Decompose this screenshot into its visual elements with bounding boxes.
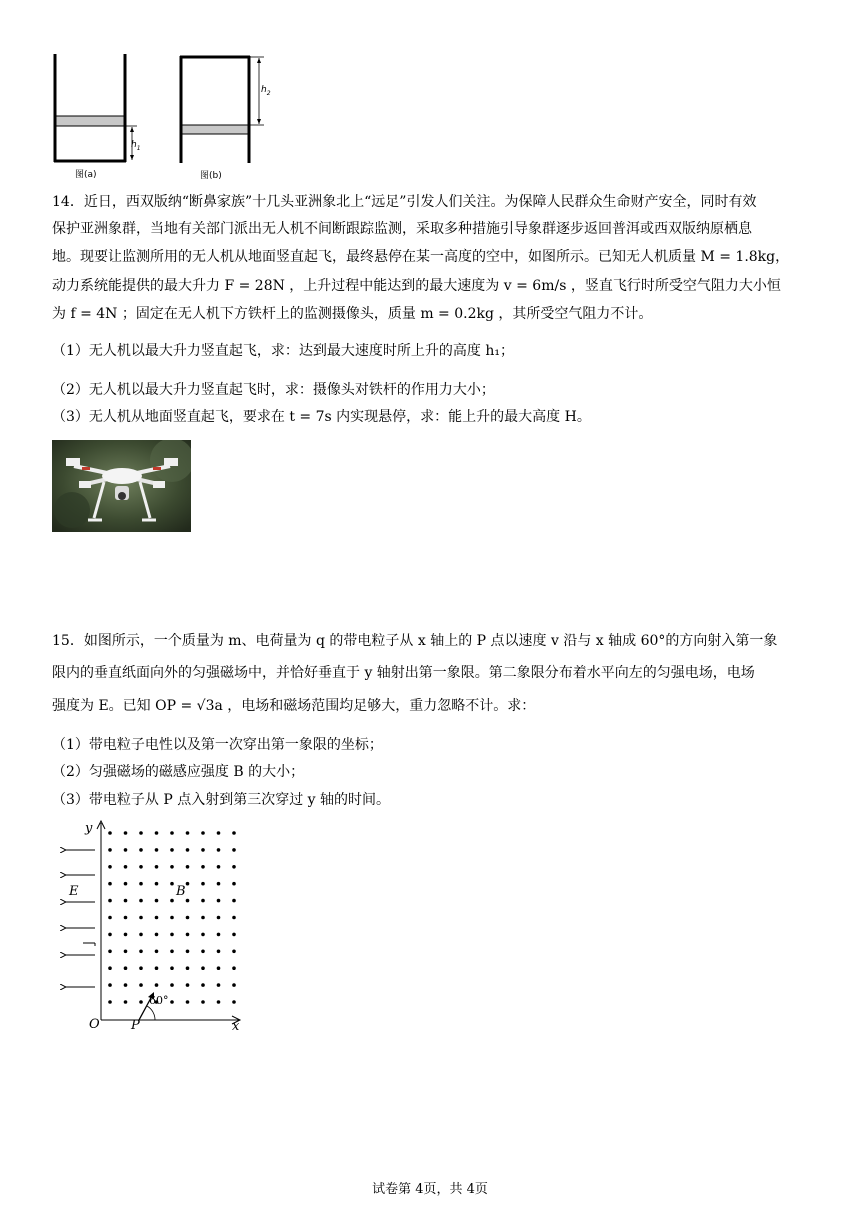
field-dot <box>186 916 190 920</box>
q14-line-3: 地。现要让监测所用的无人机从地面竖直起飞，最终悬停在某一高度的空中，如图所示。已知无人机质量 M = 1.8kg， <box>52 249 790 265</box>
fig-b-label: 图(b) <box>200 171 222 181</box>
field-dot <box>201 899 205 903</box>
field-dot <box>155 966 159 970</box>
angle-arc <box>147 1006 155 1020</box>
origin-label: O <box>89 1017 100 1032</box>
field-dot <box>108 983 112 987</box>
tube-figures <box>40 50 280 180</box>
q15-line-3: 强度为 E。已知 OP = √3a ，电场和磁场范围均足够大，重力忽略不计。求： <box>52 698 536 714</box>
field-dot <box>186 848 190 852</box>
q14-sub-2: （2）无人机以最大升力竖直起飞时，求：摄像头对铁杆的作用力大小； <box>52 382 495 398</box>
field-dot <box>170 966 174 970</box>
field-dot <box>217 1000 221 1004</box>
field-dot <box>232 966 236 970</box>
e-field-arrows <box>65 850 95 987</box>
field-dot <box>232 831 236 835</box>
field-dot <box>155 933 159 937</box>
field-dot <box>108 882 112 886</box>
field-dot <box>108 848 112 852</box>
field-dot <box>155 983 159 987</box>
field-dot <box>201 950 205 954</box>
field-dot <box>108 916 112 920</box>
field-dot <box>170 933 174 937</box>
q15-line-1: 15．如图所示，一个质量为 m、电荷量为 q 的带电粒子从 x 轴上的 P 点以速度 v 沿与 x 轴成 60°的方向射入第一象 <box>52 633 778 649</box>
field-dot <box>124 831 128 835</box>
q14-line-5: 为 f = 4N ；固定在无人机下方铁杆上的监测摄像头，质量 m = 0.2kg ，其所受空气阻力不计。 <box>52 306 653 322</box>
field-dot <box>170 1000 174 1004</box>
field-dot <box>108 950 112 954</box>
field-dot <box>217 933 221 937</box>
field-dot <box>201 933 205 937</box>
field-dot <box>124 933 128 937</box>
y-label: y <box>85 821 93 836</box>
field-dot <box>139 882 143 886</box>
field-dot <box>186 1000 190 1004</box>
field-dot <box>201 865 205 869</box>
field-dot <box>217 899 221 903</box>
x-label: x <box>232 1019 240 1034</box>
field-dot <box>217 966 221 970</box>
field-dot <box>124 848 128 852</box>
field-dot <box>124 950 128 954</box>
field-dot <box>139 1000 143 1004</box>
field-dot <box>108 865 112 869</box>
field-dot <box>170 882 174 886</box>
field-dot <box>186 950 190 954</box>
q15-sub-3: （3）带电粒子从 P 点入射到第三次穿过 y 轴的时间。 <box>52 792 391 808</box>
field-dot <box>232 983 236 987</box>
q14-sub-3: （3）无人机从地面竖直起飞，要求在 t = 7s 内实现悬停，求：能上升的最大高度 H。 <box>52 409 591 425</box>
field-dot <box>155 831 159 835</box>
field-dot <box>232 916 236 920</box>
field-dot <box>170 916 174 920</box>
field-dot <box>186 865 190 869</box>
field-dot <box>124 882 128 886</box>
q14-line-1: 14．近日，西双版纳“断鼻家族”十几头亚洲象北上“远足”引发人们关注。为保障人民群众生命财产安全，同时有效 <box>52 194 757 210</box>
field-dot <box>217 848 221 852</box>
field-dot <box>155 899 159 903</box>
field-dot <box>170 983 174 987</box>
field-dot <box>232 950 236 954</box>
field-dot <box>155 865 159 869</box>
field-dot <box>108 831 112 835</box>
field-dot <box>201 831 205 835</box>
field-dot <box>108 899 112 903</box>
field-dot <box>232 933 236 937</box>
field-dot <box>186 933 190 937</box>
q15-sub-2: （2）匀强磁场的磁感应强度 B 的大小； <box>52 764 305 780</box>
b-label: B <box>176 884 186 899</box>
field-dot <box>217 983 221 987</box>
q15-line-2: 限内的垂直纸面向外的匀强磁场中，并恰好垂直于 y 轴射出第一象限。第二象限分布着水平向左的匀强电场，电场 <box>52 665 755 681</box>
field-dot <box>232 865 236 869</box>
field-dot <box>217 950 221 954</box>
page-footer: 试卷第 4页，共 4页 <box>372 1182 488 1197</box>
field-dot <box>232 899 236 903</box>
field-dot <box>201 1000 205 1004</box>
field-dot <box>155 916 159 920</box>
field-dot <box>201 983 205 987</box>
field-dot <box>232 1000 236 1004</box>
field-diagram <box>55 815 255 1040</box>
field-dot <box>124 916 128 920</box>
field-dot <box>108 933 112 937</box>
field-dot <box>217 882 221 886</box>
field-dot <box>124 899 128 903</box>
h2-label: $h_2$ <box>261 85 271 97</box>
field-dot <box>124 966 128 970</box>
field-dot <box>155 882 159 886</box>
field-dot <box>155 848 159 852</box>
field-dot <box>186 882 190 886</box>
field-dot <box>170 831 174 835</box>
field-dot <box>217 916 221 920</box>
field-dot <box>186 831 190 835</box>
field-dot <box>201 848 205 852</box>
field-dot <box>139 899 143 903</box>
field-dot <box>139 933 143 937</box>
q14-sub-1: （1）无人机以最大升力竖直起飞，求：达到最大速度时所上升的高度 h₁； <box>52 343 514 359</box>
field-dot <box>186 983 190 987</box>
field-dot <box>170 899 174 903</box>
field-dot <box>155 950 159 954</box>
field-dot <box>139 865 143 869</box>
field-dot <box>170 950 174 954</box>
field-dot <box>186 966 190 970</box>
field-dot <box>139 848 143 852</box>
field-dot <box>124 865 128 869</box>
field-dot <box>170 865 174 869</box>
drone-photo <box>52 440 191 532</box>
field-dot <box>124 983 128 987</box>
q15-sub-1: （1）带电粒子电性以及第一次穿出第一象限的坐标； <box>52 737 383 753</box>
field-dot <box>139 950 143 954</box>
field-dot <box>232 882 236 886</box>
field-dot <box>217 831 221 835</box>
field-dot <box>201 966 205 970</box>
field-dot <box>124 1000 128 1004</box>
magnetic-field-dots <box>108 831 236 1004</box>
field-dot <box>139 983 143 987</box>
field-dot <box>170 848 174 852</box>
q14-line-4: 动力系统能提供的最大升力 F = 28N ，上升过程中能达到的最大速度为 v = 6m/s ，竖直飞行时所受空气阻力大小恒 <box>52 278 781 294</box>
field-dot <box>217 865 221 869</box>
field-dot <box>201 882 205 886</box>
h1-label: $h_1$ <box>131 140 141 152</box>
field-dot <box>232 848 236 852</box>
field-dot <box>139 831 143 835</box>
field-dot <box>201 916 205 920</box>
angle-label: 60° <box>149 994 169 1007</box>
e-label: E <box>69 884 79 899</box>
p-label: P <box>131 1018 140 1033</box>
field-dot <box>186 899 190 903</box>
field-dot <box>108 1000 112 1004</box>
field-dot <box>108 966 112 970</box>
field-dot <box>139 916 143 920</box>
field-dot <box>139 966 143 970</box>
fig-a-label: 图(a) <box>75 170 97 180</box>
q14-line-2: 保护亚洲象群，当地有关部门派出无人机不间断跟踪监测，采取多种措施引导象群逐步返回普洱或西双版纳原栖息 <box>52 221 752 237</box>
